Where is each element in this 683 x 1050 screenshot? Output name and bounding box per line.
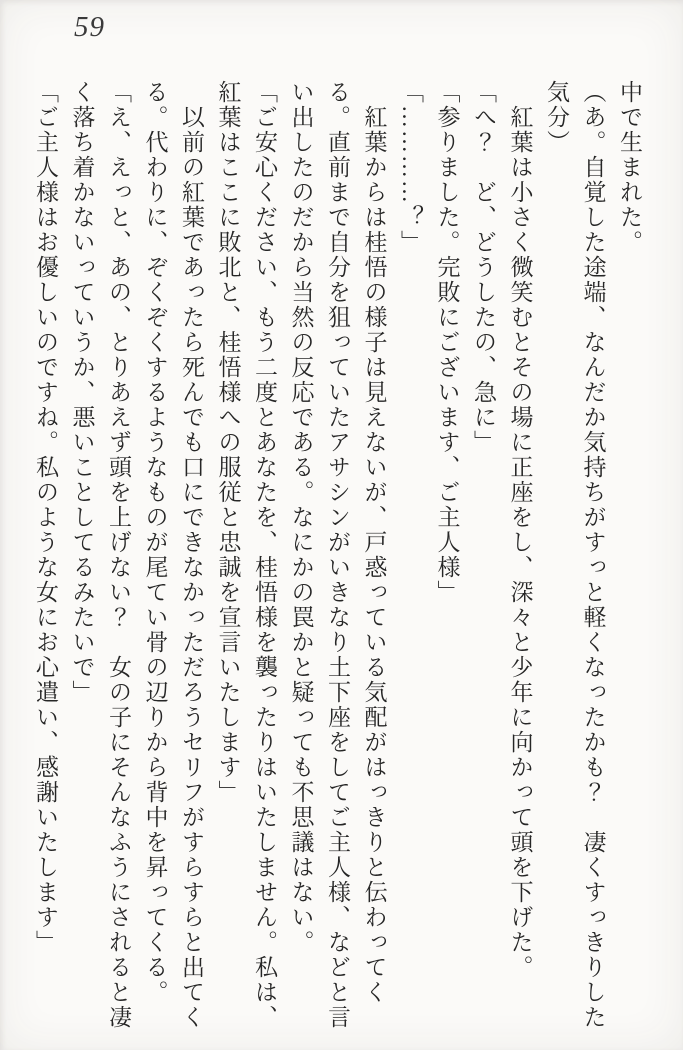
- page-number: 59: [74, 11, 105, 43]
- paragraph-6: 「…………？」: [398, 80, 423, 255]
- paragraph-7: 紅葉からは桂悟の様子は見えないが、戸惑っている気配がはっきりと伝わってくる。直前まで自分を狙っていたアサシンがいきなり土下座をしてご主人様、などと言い出したのだから当然の反応である。なにかの罠かと疑っても不思議はない。: [288, 80, 387, 1030]
- paragraph-8: 「ご安心ください、もう二度とあなたを、桂悟様を襲ったりはいたしません。私は、紅葉はここに敗北と、桂悟様への服従と忠誠を宣言いたします」: [215, 80, 277, 1030]
- paragraph-2: （あ。自覚した途端、なんだか気持ちがすっと軽くなったかも？ 凄くすっきりした気分）: [544, 80, 606, 1030]
- paragraph-3: 紅葉は小さく微笑むとその場に正座をし、深々と少年に向かって頭を下げた。: [507, 80, 533, 980]
- paragraph-4: 「へ？ ど、どうしたの、急に」: [471, 80, 496, 455]
- paragraph-10: 「え、えっと、あの、とりあえず頭を上げない？ 女の子にそんなふうにされると凄く落ち着かないっていうか、悪いことしてるみたいで」: [69, 80, 131, 1030]
- paragraph-11: 「ご主人様はお優しいのですね。私のような女にお心遣い、感謝いたします」: [33, 80, 58, 955]
- paragraph-5: 「参りました。完敗にございます、ご主人様」: [434, 80, 460, 605]
- paragraph-9: 以前の紅葉であったら死んでも口にできなかっただろうセリフがすらすらと出てくる。代わりに、ぞくぞくするようなものが尾てい骨の辺りから背中を昇ってくる。: [142, 80, 204, 1030]
- paragraph-1: 中で生まれた。: [617, 80, 642, 255]
- vertical-text-block: [23, 80, 647, 1036]
